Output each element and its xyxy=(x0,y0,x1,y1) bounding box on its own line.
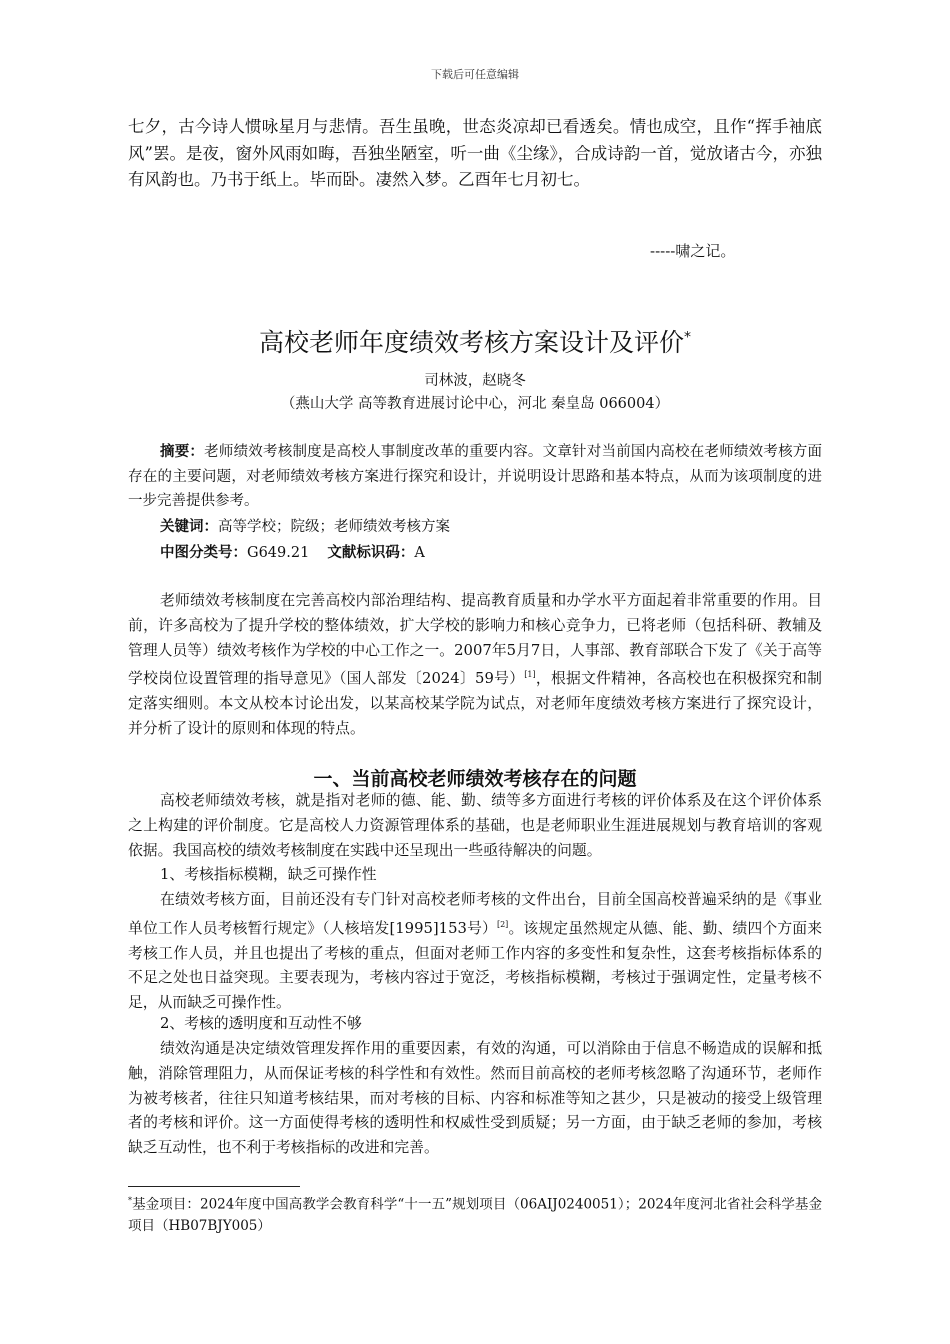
footnote-mark: * xyxy=(128,1196,132,1205)
keywords-text: 高等学校；院级；老师绩效考核方案 xyxy=(218,519,450,535)
citation-ref-1: [1] xyxy=(524,670,536,680)
preface-paragraph: 七夕，古今诗人惯咏星月与悲情。吾生虽晚，世态炎凉却已看透矣。情也成空，且作“挥手袖底风”罢。是夜，窗外风雨如晦，吾独坐陋室，听一曲《尘缘》，合成诗韵一首，觉放诸古今，亦独有风韵也。乃书于纸上。毕而卧。凄然入梦。乙酉年七月初七。 xyxy=(128,117,822,189)
doc-code-value: A xyxy=(414,545,425,561)
preface-signature: -----啸之记。 xyxy=(650,242,736,260)
paper-title xyxy=(0,323,950,359)
footnote xyxy=(128,1190,822,1237)
keywords xyxy=(160,515,450,536)
intro-paragraph xyxy=(128,589,822,742)
clc-label: 中图分类号： xyxy=(160,545,247,561)
authors: 司林波，赵晓冬 xyxy=(424,373,526,389)
sub1-part2: 。该规定虽然规定从德、能、勤、绩四个方面来考核工作人员，并且也提出了考核的重点，但面对老师工作内容的多变性和复杂性，这套考核指标体系的不足之处也日益突现。主要表现为，考核内容过于宽泛，考核指标模糊，考核过于强调定性，定量考核不足，从而缺乏可操作性。 xyxy=(128,919,822,1012)
abstract xyxy=(128,440,822,514)
abstract-label: 摘要： xyxy=(160,444,205,460)
section-1-paragraph: 高校老师绩效考核，就是指对老师的德、能、勤、绩等多方面进行考核的评价体系及在这个评价体系之上构建的评价制度。它是高校人力资源管理体系的基础，也是老师职业生涯进展规划与教育培训的客观依据。我国高校的绩效考核制度在实践中还呈现出一些亟待解决的问题。 xyxy=(128,792,822,859)
section-1-heading: 一、当前高校老师绩效考核存在的问题 xyxy=(313,768,637,790)
page-header: 下载后可任意编辑 xyxy=(431,68,519,81)
footnote-divider xyxy=(128,1186,300,1187)
intro-part2: ，根据文件精神，各高校也在积极探究和制定落实细则。本文从校本讨论出发，以某高校某学院为试点，对老师年度绩效考核方案进行了探究设计，并分析了设计的原则和体现的特点。 xyxy=(128,670,822,737)
footnote-text: 基金项目：2024年度中国高教学会教育科学“十一五”规划项目（06AIJ0240051）；2024年度河北省社会科学基金项目（HB07BJY005） xyxy=(128,1196,822,1234)
keywords-label: 关键词： xyxy=(160,519,218,535)
citation-ref-2: [2] xyxy=(496,919,509,929)
subsection-1-paragraph xyxy=(128,888,822,1016)
title-text: 高校老师年度绩效考核方案设计及评价 xyxy=(258,328,684,357)
classification-line xyxy=(160,541,425,562)
affiliation: （燕山大学 高等教育进展讨论中心，河北 秦皇岛 066004） xyxy=(280,396,670,412)
subsection-2-heading: 2、考核的透明度和互动性不够 xyxy=(160,1015,362,1032)
intro-part1: 老师绩效考核制度在完善高校内部治理结构、提高教育质量和办学水平方面起着非常重要的作用。目前，许多高校为了提升学校的整体绩效，扩大学校的影响力和核心竞争力，已将老师（包括科研、教辅及管理人员等）绩效考核作为学校的中心工作之一。2007年5月7日，人事部、教育部联合下发了《关于高等学校岗位设置管理的指导意见》（国人部发〔2024〕59号） xyxy=(128,592,822,688)
doc-code-label: 文献标识码： xyxy=(327,545,415,561)
sub1-part1: 在绩效考核方面，目前还没有专门针对高校老师考核的文件出台，目前全国高校普遍采纳的是《事业单位工作人员考核暂行规定》（人核培发[1995]153号） xyxy=(128,891,822,937)
title-footnote-mark: * xyxy=(684,329,691,346)
clc-value: G649.21 xyxy=(247,545,310,561)
subsection-1-heading: 1、考核指标模糊，缺乏可操作性 xyxy=(160,866,377,883)
abstract-text: 老师绩效考核制度是高校人事制度改革的重要内容。文章针对当前国内高校在老师绩效考核方面存在的主要问题，对老师绩效考核方案进行探究和设计，并说明设计思路和基本特点，从而为该项制度的进一步完善提供参考。 xyxy=(128,444,823,510)
subsection-2-paragraph: 绩效沟通是决定绩效管理发挥作用的重要因素，有效的沟通，可以消除由于信息不畅造成的误解和抵触，消除管理阻力，从而保证考核的科学性和有效性。然而目前高校的老师考核忽略了沟通环节，老师作为被考核者，往往只知道考核结果，而对考核的目标、内容和标准等知之甚少，只是被动的接受上级管理者的考核和评价。这一方面使得考核的透明性和权威性受到质疑；另一方面，由于缺乏老师的参加，考核缺乏互动性，也不利于考核指标的改进和完善。 xyxy=(128,1040,822,1157)
